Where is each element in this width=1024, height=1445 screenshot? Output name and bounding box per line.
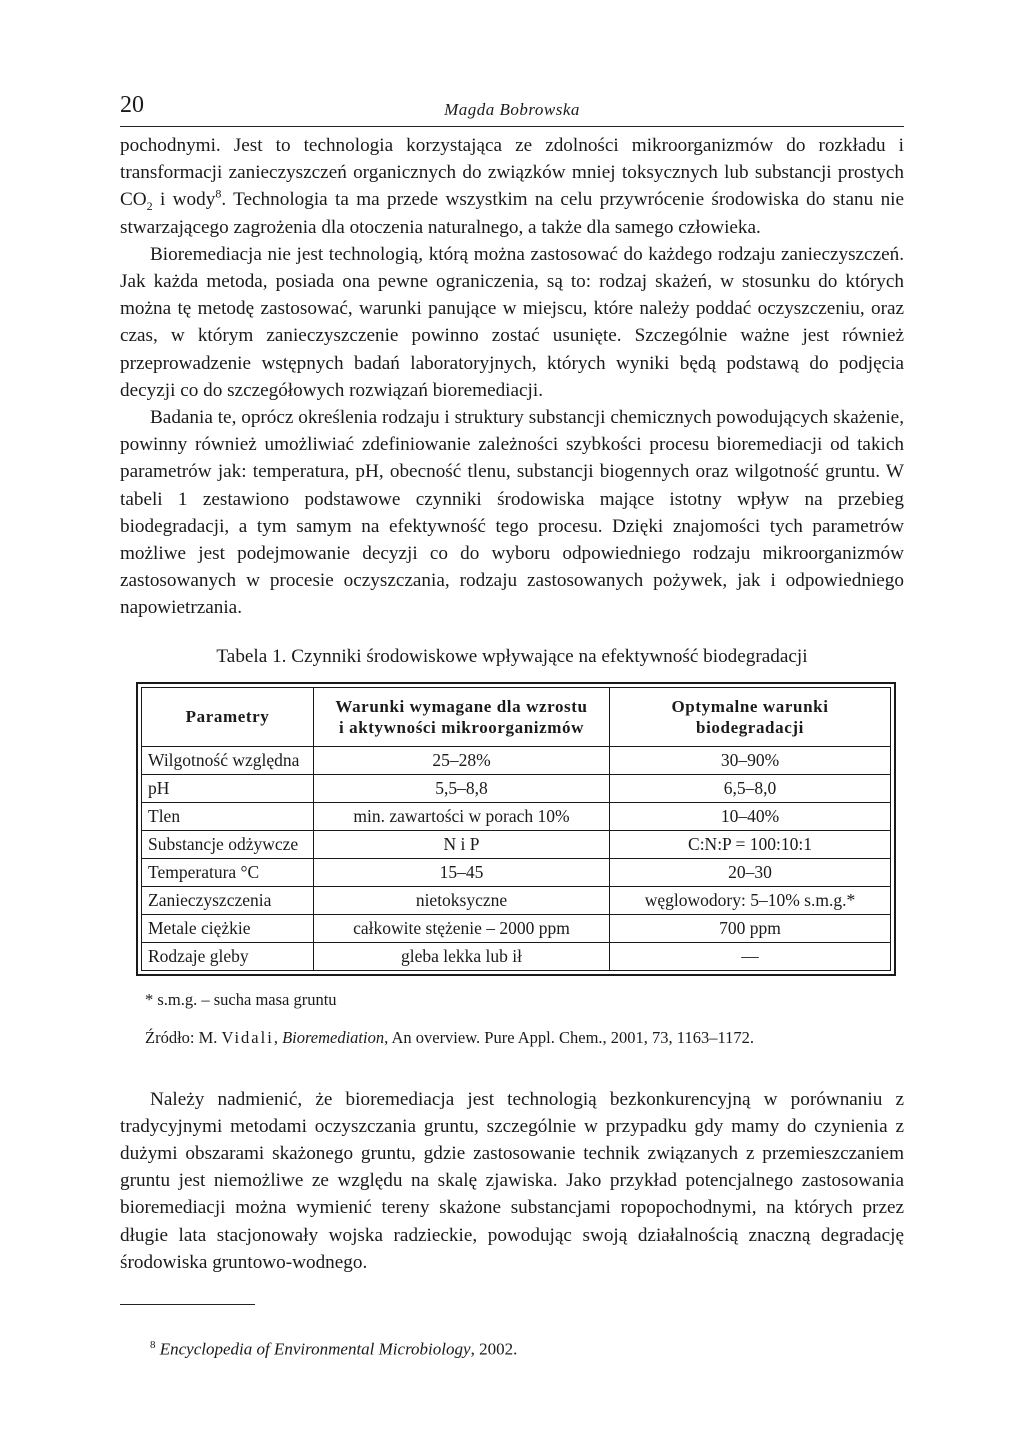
paragraph-3: Badania te, oprócz określenia rodzaju i struktury substancji chemicznych powodujących skażenie, powinny również umożliwiać zdefiniowanie zależności szybkości procesu bioremediacji od takich parametrów jak: temperatura, pH, obecność tlenu, substancji biogennych oraz wilgotność gruntu. W tabeli 1 zestawiono podstawowe czynniki środowiska mające istotny wpływ na przebieg biodegradacji, a tym samym na efektywność tego procesu. Dzięki znajomości tych parametrów możliwe jest podejmowanie decyzji co do wyboru odpowiedniego rodzaju mikroorganizmów zastosowanych w procesie oczyszczania, rodzaju zastosowanych pożywek, jak i odpowiedniego napowietrzania. bbox=[120, 407, 904, 619]
page-number: 20 bbox=[120, 92, 144, 118]
cell-required: N i P bbox=[314, 830, 610, 858]
cell-param: pH bbox=[142, 774, 314, 802]
table-note: * s.m.g. – sucha masa gruntu bbox=[145, 989, 337, 1009]
subscript-2: 2 bbox=[146, 199, 153, 214]
footnote-ref-8[interactable]: 8 bbox=[215, 187, 222, 202]
cell-param: Substancje odżywcze bbox=[142, 830, 314, 858]
table-frame bbox=[136, 682, 896, 976]
table-row bbox=[142, 942, 891, 970]
paragraph-1-text-b: i wody bbox=[152, 189, 216, 211]
table-row bbox=[142, 802, 891, 830]
paragraph-4: Należy nadmienić, że bioremediacja jest technologią bezkonkurencyjną w porównaniu z tradycyjnymi metodami oczyszczania gruntu, szczególnie w przypadku gdy mamy do czynienia z dużymi obszarami skażonego gruntu, gdzie zastosowanie technik związanych z przemieszczaniem gruntu jest niemożliwe ze względu na skalę zjawiska. Jako przykład potencjalnego zastosowania bioremediacji można wymienić tereny skażone substancjami ropopochodnymi, na których przez długie lata stacjonowały wojska radzieckie, powodując swoją działalnością znaczną degradację środowiska gruntowo-wodnego. bbox=[120, 1088, 904, 1273]
source-author: Vidali bbox=[221, 1027, 274, 1047]
cell-required: 25–28% bbox=[314, 746, 610, 774]
cell-optimal: 30–90% bbox=[610, 746, 891, 774]
source-prefix: Źródło: M. bbox=[145, 1027, 222, 1047]
table-header-row bbox=[142, 687, 891, 746]
table-caption: Tabela 1. Czynniki środowiskowe wpływające na efektywność biodegradacji bbox=[216, 645, 808, 667]
header-warunki-wymagane bbox=[314, 687, 610, 746]
source-comma: , bbox=[273, 1027, 283, 1047]
cell-param: Tlen bbox=[142, 802, 314, 830]
table-row bbox=[142, 774, 891, 802]
cell-optimal: 6,5–8,0 bbox=[610, 774, 891, 802]
cell-optimal: 700 ppm bbox=[610, 914, 891, 942]
cell-param: Zanieczyszczenia bbox=[142, 886, 314, 914]
body-text-continued bbox=[120, 1086, 904, 1276]
body-text bbox=[120, 132, 904, 622]
cell-param: Temperatura °C bbox=[142, 858, 314, 886]
table-row bbox=[142, 858, 891, 886]
cell-required: 15–45 bbox=[314, 858, 610, 886]
cell-optimal: — bbox=[610, 942, 891, 970]
factors-table bbox=[141, 687, 891, 971]
header-parametry: Parametry bbox=[142, 687, 314, 746]
header-optymalne-warunki bbox=[610, 687, 891, 746]
cell-required: min. zawartości w porach 10% bbox=[314, 802, 610, 830]
footnote-rule bbox=[120, 1304, 255, 1305]
cell-param: Wilgotność względna bbox=[142, 746, 314, 774]
cell-required: nietoksyczne bbox=[314, 886, 610, 914]
footnote-rest: , 2002. bbox=[470, 1339, 518, 1359]
table-source bbox=[145, 1028, 904, 1048]
source-title: Bioremediation bbox=[282, 1027, 385, 1047]
cell-required: 5,5–8,8 bbox=[314, 774, 610, 802]
cell-param: Metale ciężkie bbox=[142, 914, 314, 942]
table-row bbox=[142, 746, 891, 774]
source-rest: , An overview. Pure Appl. Chem., 2001, 73, 1163–1172. bbox=[384, 1027, 754, 1047]
header-optymalne-line2: biodegradacji bbox=[696, 717, 804, 737]
header-warunki-line1: Warunki wymagane dla wzrostu bbox=[335, 696, 588, 716]
cell-optimal: 10–40% bbox=[610, 802, 891, 830]
footnote-marker: 8 bbox=[150, 1339, 156, 1352]
paragraph-1-text-c: . Technologia ta ma przede wszystkim na celu przywrócenie środowiska do stanu nie stwarzającego zagrożenia dla otoczenia naturalnego, a także dla samego człowieka. bbox=[120, 189, 905, 238]
table-row bbox=[142, 914, 891, 942]
page bbox=[120, 92, 904, 1360]
cell-required: gleba lekka lub ił bbox=[314, 942, 610, 970]
paragraph-1-text-a: pochodnymi. Jest to technologia korzystająca ze zdolności mikroorganizmów do rozkładu i transformacji zanieczyszczeń organicznych do związków mniej toksycznych lub substancji prostych CO bbox=[120, 135, 904, 211]
footnote-8 bbox=[150, 1339, 904, 1360]
paragraph-1 bbox=[120, 132, 904, 241]
table-row bbox=[142, 830, 891, 858]
header-optymalne-line1: Optymalne warunki bbox=[671, 696, 829, 716]
table-row bbox=[142, 886, 891, 914]
cell-optimal: węglowodory: 5–10% s.m.g.* bbox=[610, 886, 891, 914]
running-author: Magda Bobrowska bbox=[444, 100, 580, 119]
footnote-title: Encyclopedia of Environmental Microbiology bbox=[159, 1339, 471, 1359]
cell-required: całkowite stężenie – 2000 ppm bbox=[314, 914, 610, 942]
paragraph-2: Bioremediacja nie jest technologią, którą można zastosować do każdego rodzaju zanieczyszczeń. Jak każda metoda, posiada ona pewne ograniczenia, są to: rodzaj skażeń, w stosunku do których można tę metodę zastosować, warunki panujące w miejscu, które należy poddać oczyszczeniu, oraz czas, w którym zanieczyszczenie powinno zostać usunięte. Szczególnie ważne jest również przeprowadzenie wstępnych badań laboratoryjnych, których wyniki będą podstawą do podjęcia decyzji co do szczegółowych rozwiązań bioremediacji. bbox=[120, 243, 904, 401]
cell-optimal: C:N:P = 100:10:1 bbox=[610, 830, 891, 858]
running-header bbox=[120, 92, 904, 127]
cell-optimal: 20–30 bbox=[610, 858, 891, 886]
cell-param: Rodzaje gleby bbox=[142, 942, 314, 970]
header-warunki-line2: i aktywności mikroorganizmów bbox=[338, 717, 585, 737]
